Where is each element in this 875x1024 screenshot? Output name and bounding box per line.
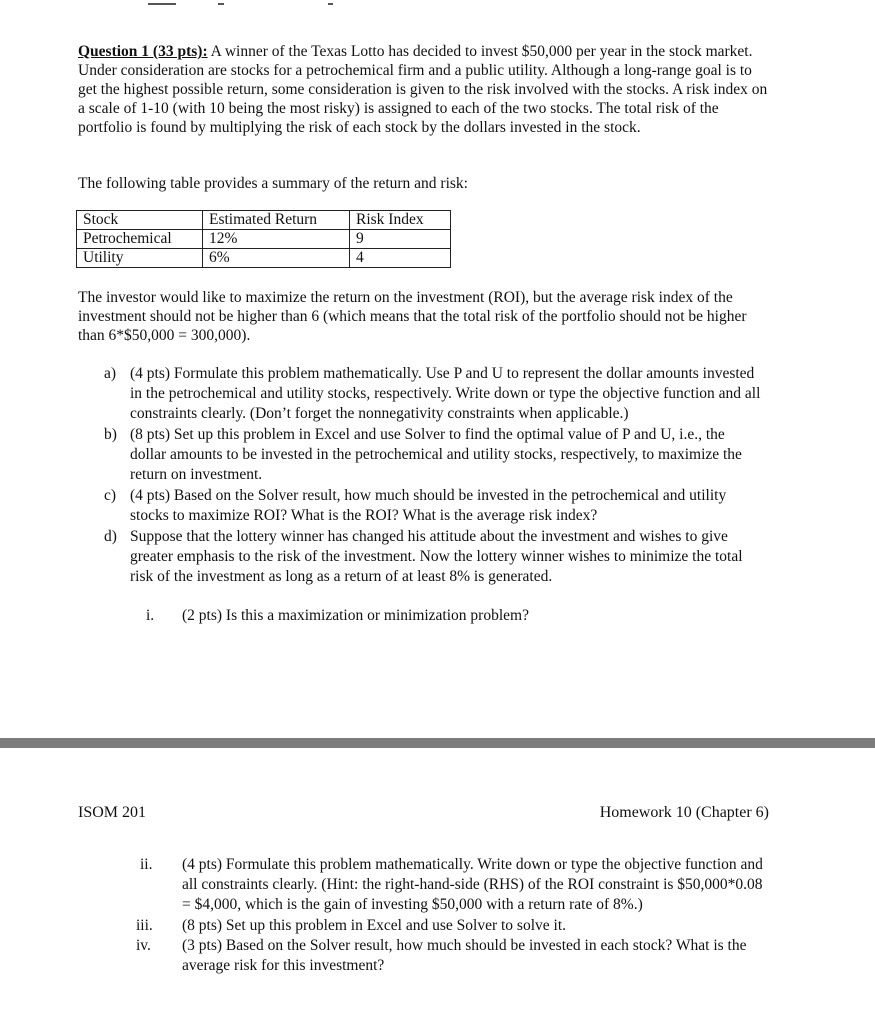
list-item-label: iv. — [136, 937, 151, 954]
return-risk-table — [76, 210, 451, 268]
table-row — [77, 230, 451, 249]
list-item-text: (4 pts) Formulate this problem mathematically. Use P and U to represent the dollar amounts invested in the petrochemical and utility stocks, respectively. Write down or type the objective function and all constraints clearly. (Don’t forget the nonnegativity constraints when applicable.) — [130, 365, 761, 422]
list-item-text: (4 pts) Formulate this problem mathematically. Write down or type the objective function and all constraints clearly. (Hint: the right-hand-side (RHS) of the ROI constraint is $50,000*0.08 = $4,000, which is the gain of investing $50,000 with a return rate of 8%.) — [182, 856, 763, 913]
list-item-label: b) — [104, 426, 117, 443]
cropped-previous-line — [148, 0, 368, 6]
table-header-row — [77, 211, 451, 230]
page-header-course: ISOM 201 — [78, 804, 147, 821]
table-header-cell: Stock — [77, 211, 203, 230]
document-page-2 — [0, 748, 875, 1024]
table-cell: 4 — [350, 249, 451, 268]
list-item-label: a) — [104, 365, 117, 382]
table-header-cell: Estimated Return — [203, 211, 350, 230]
list-item-text: (4 pts) Based on the Solver result, how much should be invested in the petrochemical and utility stocks to maximize ROI? What is the ROI? What is the average risk index? — [130, 487, 727, 524]
table-header-cell: Risk Index — [350, 211, 451, 230]
list-item-label: ii. — [140, 856, 153, 873]
investor-paragraph: The investor would like to maximize the return on the investment (ROI), but the average risk index of the investment should not be higher than 6 (which means that the total risk of the portfolio should not be higher than 6*$50,000 = 300,000). — [78, 289, 747, 344]
list-item-label: iii. — [136, 917, 153, 934]
list-item-text: (3 pts) Based on the Solver result, how much should be invested in each stock? What is the average risk for this investment? — [182, 937, 747, 974]
list-item-text: (8 pts) Set up this problem in Excel and use Solver to solve it. — [182, 917, 567, 934]
table-row — [77, 249, 451, 268]
table-intro: The following table provides a summary of the return and risk: — [78, 175, 468, 192]
list-item-text: Suppose that the lottery winner has changed his attitude about the investment and wishes to give greater emphasis to the risk of the investment. Now the lottery winner wishes to minimize the total risk of the investment as long as a return of at least 8% is generated. — [130, 528, 743, 585]
table-cell: 9 — [350, 230, 451, 249]
question-intro-paragraph — [78, 42, 768, 137]
list-item-text: (8 pts) Set up this problem in Excel and use Solver to find the optimal value of P and U, i.e., the dollar amounts to be invested in the petrochemical and utility stocks, respectively, to maximize the return on investment. — [130, 426, 742, 483]
list-item-text: (2 pts) Is this a maximization or minimization problem? — [182, 607, 529, 624]
table-cell: Petrochemical — [77, 230, 203, 249]
list-item-label: i. — [146, 607, 155, 624]
table-cell: Utility — [77, 249, 203, 268]
list-item-label: d) — [104, 528, 117, 545]
table-cell: 12% — [203, 230, 350, 249]
page-separator — [0, 738, 875, 748]
question-intro-text: A winner of the Texas Lotto has decided to invest $50,000 per year in the stock market. Under consideration are stocks for a petrochemical firm and a public utility. Although a long-range goal is to get the highest possible return, some consideration is given to the risk involved with the stocks. A risk index on a scale of 1-10 (with 10 being the most risky) is assigned to each of the two stocks. The total risk of the portfolio is found by multiplying the risk of each stock by the dollars invested in the stock. — [78, 43, 768, 136]
page-header-title: Homework 10 (Chapter 6) — [599, 804, 769, 821]
table-cell: 6% — [203, 249, 350, 268]
list-item-label: c) — [104, 487, 117, 504]
question-heading: Question 1 (33 pts): — [78, 43, 208, 60]
